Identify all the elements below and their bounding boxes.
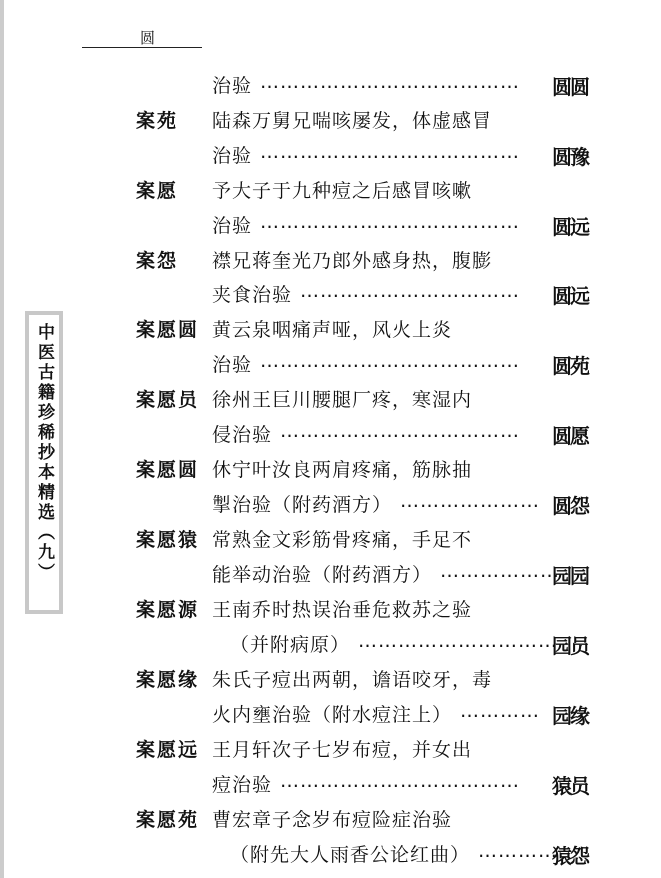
page-reference: 圆怨 <box>552 494 588 518</box>
toc-line[interactable] <box>0 102 661 136</box>
toc-line[interactable] <box>0 731 661 765</box>
toc-line[interactable] <box>0 521 661 555</box>
entry-title: （附先大人雨香公论红曲） <box>230 844 471 866</box>
page-number-header: 圆 <box>140 29 156 47</box>
toc-line[interactable] <box>0 556 661 590</box>
toc-line[interactable] <box>0 416 661 450</box>
case-number: 案愿圆 <box>136 319 200 341</box>
leader-dots: ………………………………… <box>260 71 520 93</box>
leader-dots: ………… <box>478 840 558 862</box>
entry-title: 治验 <box>212 145 253 167</box>
case-number: 案愿猿 <box>136 529 200 551</box>
entry-title: 黄云泉咽痛声哑，风火上炎 <box>212 319 453 341</box>
toc-line[interactable] <box>0 626 661 660</box>
page-reference: 园园 <box>552 564 588 588</box>
toc-line[interactable] <box>0 381 661 415</box>
page-reference: 猿员 <box>552 774 588 798</box>
entry-title: 能举动治验（附药酒方） <box>212 564 433 586</box>
leader-dots: ………………………………… <box>260 211 520 233</box>
entry-title: 王月轩次子七岁布痘，并女出 <box>212 739 473 761</box>
toc-line[interactable] <box>0 67 661 101</box>
toc-line[interactable] <box>0 766 661 800</box>
toc-line[interactable] <box>0 207 661 241</box>
page-reference: 圆远 <box>552 284 588 308</box>
page-reference: 园缘 <box>552 704 588 728</box>
case-number: 案苑 <box>136 110 179 132</box>
page-reference: 圆圆 <box>552 75 588 99</box>
toc-line[interactable] <box>0 591 661 625</box>
page-reference: 猿怨 <box>552 844 588 868</box>
leader-dots: ………………………………… <box>260 350 520 372</box>
toc-line[interactable] <box>0 451 661 485</box>
page-reference: 圆愿 <box>552 424 588 448</box>
entry-title: 掣治验（附药酒方） <box>212 494 393 516</box>
toc-line[interactable] <box>0 486 661 520</box>
entry-title: 予大子于九种痘之后感冒咳嗽 <box>212 180 473 202</box>
entry-title: 火内壅治验（附水痘注上） <box>212 704 453 726</box>
entry-title: 治验 <box>212 354 253 376</box>
leader-dots: ……………… <box>440 560 560 582</box>
toc-line[interactable] <box>0 346 661 380</box>
case-number: 案愿缘 <box>136 669 200 691</box>
leader-dots: ………………………………… <box>260 141 520 163</box>
leader-dots: ………………… <box>400 490 540 512</box>
toc-line[interactable] <box>0 801 661 835</box>
toc-line[interactable] <box>0 242 661 276</box>
page-reference: 园员 <box>552 634 588 658</box>
toc-line[interactable] <box>0 696 661 730</box>
case-number: 案愿员 <box>136 389 200 411</box>
entry-title: 侵治验 <box>212 424 273 446</box>
entry-title: 治验 <box>212 75 253 97</box>
case-number: 案怨 <box>136 250 179 272</box>
toc-line[interactable] <box>0 311 661 345</box>
page-reference: 圆豫 <box>552 145 588 169</box>
entry-title: 朱氏子痘出两朝，谵语咬牙，毒 <box>212 669 493 691</box>
toc-line[interactable] <box>0 276 661 310</box>
toc-line[interactable] <box>0 836 661 870</box>
toc-line[interactable] <box>0 137 661 171</box>
entry-title: 治验 <box>212 215 253 237</box>
entry-title: 常熟金文彩筋骨疼痛，手足不 <box>212 529 473 551</box>
entry-title: 夹食治验 <box>212 284 293 306</box>
toc-line[interactable] <box>0 172 661 206</box>
entry-title: 陆森万舅兄喘咳屡发，体虚感冒 <box>212 110 493 132</box>
entry-title: 曹宏章子念岁布痘险症治验 <box>212 809 453 831</box>
entry-title: 襟兄蒋奎光乃郎外感身热，腹膨 <box>212 250 493 272</box>
case-number: 案愿苑 <box>136 809 200 831</box>
toc-line[interactable] <box>0 661 661 695</box>
page-reference: 圆远 <box>552 215 588 239</box>
case-number: 案愿远 <box>136 739 200 761</box>
leader-dots: ……………………………… <box>280 420 520 442</box>
entry-title: 痘治验 <box>212 774 273 796</box>
page-reference: 圆苑 <box>552 354 588 378</box>
case-number: 案愿 <box>136 180 179 202</box>
leader-dots: ………………………… <box>358 630 558 652</box>
entry-title: 徐州王巨川腰腿厂疼，寒湿内 <box>212 389 473 411</box>
entry-title: 王南乔时热误治垂危救苏之验 <box>212 599 473 621</box>
entry-title: 休宁叶汝良两肩疼痛，筋脉抽 <box>212 459 473 481</box>
entry-title: （并附病原） <box>230 634 351 656</box>
leader-dots: ………… <box>460 700 540 722</box>
series-title: 中医古籍珍稀抄本精选（九） <box>34 323 54 583</box>
case-number: 案愿圆 <box>136 459 200 481</box>
leader-dots: ……………………………… <box>280 770 520 792</box>
leader-dots: …………………………… <box>300 280 520 302</box>
case-number: 案愿源 <box>136 599 200 621</box>
